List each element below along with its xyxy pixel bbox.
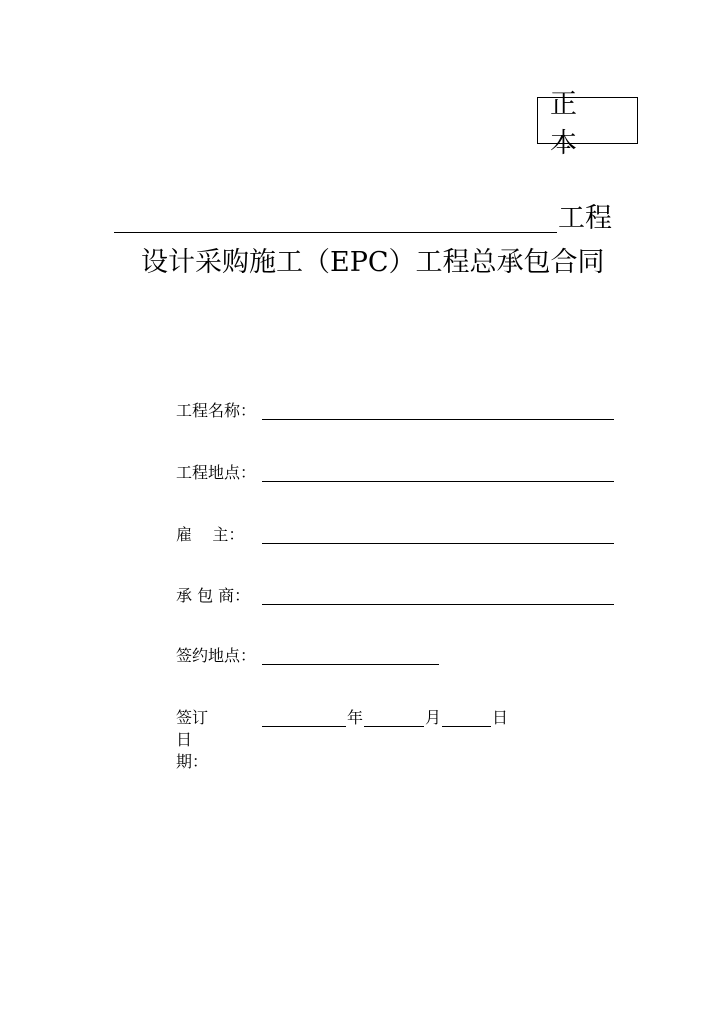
field-label: 工程名称：: [176, 401, 257, 420]
project-title-line: [114, 200, 614, 240]
contract-title: 设计采购施工（EPC）工程总承包合同: [141, 247, 605, 278]
contractor-input-line[interactable]: [262, 604, 614, 605]
project-location-input-line[interactable]: [262, 481, 614, 482]
field-label: 承 包 商：: [176, 586, 251, 605]
field-label: 签订日期：: [176, 708, 209, 771]
month-label: 月: [425, 708, 442, 727]
project-title-suffix: 工程: [558, 203, 612, 234]
signing-place-input-line[interactable]: [262, 664, 439, 665]
employer-input-line[interactable]: [262, 543, 614, 544]
year-input-line[interactable]: [262, 726, 346, 727]
day-input-line[interactable]: [442, 726, 491, 727]
month-input-line[interactable]: [364, 726, 424, 727]
project-name-input-line[interactable]: [262, 419, 614, 420]
project-name-blank[interactable]: [114, 232, 557, 233]
field-label: 签约地点：: [176, 646, 257, 665]
field-label: 工程地点：: [176, 463, 257, 482]
original-copy-stamp: 正 本: [537, 97, 638, 144]
day-label: 日: [492, 708, 509, 727]
year-label: 年: [347, 708, 364, 727]
field-label: 雇 主：: [176, 525, 245, 544]
